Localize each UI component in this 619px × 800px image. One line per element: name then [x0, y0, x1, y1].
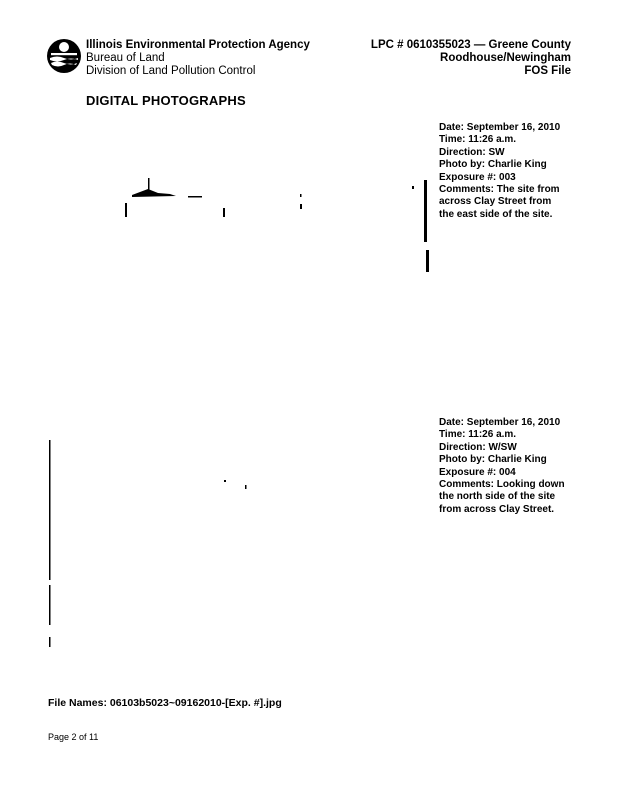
page-title: DIGITAL PHOTOGRAPHS: [86, 93, 246, 108]
photo-1-exposure: Exposure #: 003: [439, 171, 516, 183]
bureau-name: Bureau of Land: [86, 52, 165, 64]
photo-1-comments: Comments: The site from across Clay Street from the east side of the site.: [439, 184, 560, 220]
photo-border-mark: [426, 250, 429, 272]
photo-1-direction: Direction: SW: [439, 146, 505, 158]
lpc-number: LPC # 0610355023 — Greene County: [370, 39, 571, 51]
page-number: Page 2 of 11: [48, 732, 99, 742]
photo-1-time: Time: 11:26 a.m.: [439, 134, 517, 146]
photo-2-date: Date: September 16, 2010: [439, 417, 561, 428]
agency-name: Illinois Environmental Protection Agency: [86, 39, 310, 51]
photo-2-details: [439, 417, 569, 516]
photo-1-photographer: Photo by: Charlie King: [439, 159, 547, 171]
agency-block: [86, 39, 310, 78]
photo-1-date: Date: September 16, 2010: [439, 122, 561, 133]
site-location: Roodhouse/Newingham: [440, 52, 571, 64]
photo-2-comments: Comments: Looking down the north side of the site from across Clay Street.: [439, 479, 565, 515]
photo-1-details: [439, 122, 569, 221]
file-names: File Names: 06103b5023~09162010-[Exp. #].jpg: [48, 697, 282, 709]
photo-artifacts: [110, 118, 430, 398]
division-name: Division of Land Pollution Control: [86, 65, 256, 77]
photo-artifacts: [40, 415, 430, 680]
photo-border-mark: [424, 180, 427, 242]
iepa-logo-icon: [46, 38, 82, 74]
file-type: FOS File: [524, 65, 571, 77]
photo-2-direction: Direction: W/SW: [439, 441, 517, 453]
lpc-block: [371, 39, 571, 78]
photo-2-photographer: Photo by: Charlie King: [439, 454, 547, 466]
photo-2-time: Time: 11:26 a.m.: [439, 429, 517, 441]
photo-exposure-003: [110, 118, 430, 398]
photo-2-exposure: Exposure #: 004: [439, 466, 516, 478]
photo-exposure-004: [40, 415, 430, 680]
